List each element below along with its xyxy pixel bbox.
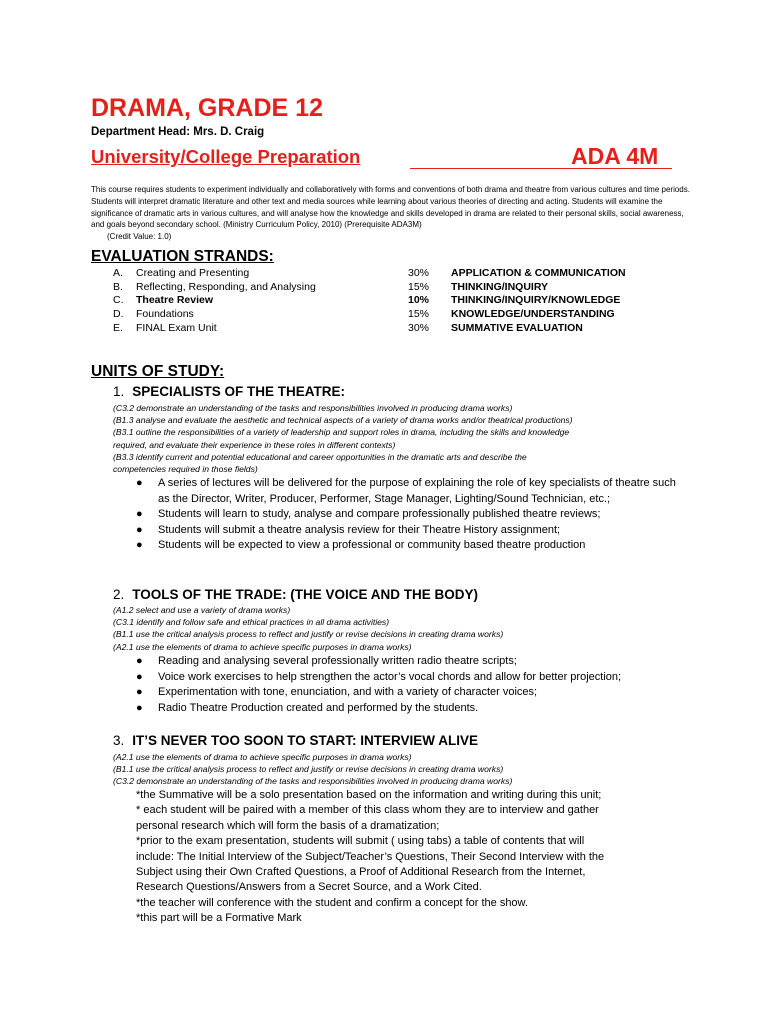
unit-1-heading [113, 384, 345, 399]
expectation: (C3.2 demonstrate an understanding of the tasks and responsibilities involved in producing drama works) [113, 403, 513, 413]
strand-percent: 10% [408, 294, 430, 307]
strand-name: Reflecting, Responding, and Analysing [136, 280, 316, 293]
detail-line: *the Summative will be a solo presentation based on the information and writing during this unit; [136, 789, 602, 801]
unit-title: SPECIALISTS OF THE THEATRE: [132, 384, 346, 399]
unit-1-bullets [136, 476, 676, 554]
unit-3-heading [113, 733, 478, 748]
strand-category: KNOWLEDGE/UNDERSTANDING [451, 308, 615, 321]
unit-3-expectations [113, 751, 512, 788]
strand-category: THINKING/INQUIRY/KNOWLEDGE [451, 294, 621, 307]
unit-1-expectations [113, 402, 573, 475]
page-title: DRAMA, GRADE 12 [91, 94, 323, 122]
department-head: Department Head: Mrs. D. Craig [91, 126, 265, 138]
strand-name: Foundations [136, 308, 194, 321]
list-item-text: Radio Theatre Production created and performed by the students. [158, 701, 479, 714]
expectation: competencies required in those fields) [113, 464, 258, 475]
strand-letter: D. [113, 308, 124, 321]
list-item-text: A series of lectures will be delivered for the purpose of explaining the role of key specialists of theatre such as the Director, Writer, Producer, Performer, Stage Manager, Lighting/Sound Technician, etc.; [158, 477, 676, 505]
expectation: (A2.1 use the elements of drama to achieve specific purposes in drama works) [113, 641, 412, 652]
strand-list [91, 267, 651, 335]
unit-2-expectations [113, 604, 503, 653]
units-heading: UNITS OF STUDY: [91, 363, 225, 380]
expectation: (B1.1 use the critical analysis process to reflect and justify or revise decisions in creating drama works) [113, 629, 504, 640]
list-item: ● Students will submit a theatre analysis review for their Theatre History assignment; [136, 523, 676, 539]
evaluation-heading: EVALUATION STRANDS: [91, 248, 274, 265]
list-item-text: Students will submit a theatre analysis review for their Theatre History assignment; [158, 523, 561, 536]
course-description [91, 184, 691, 243]
list-item-text: Students will be expected to view a professional or community based theatre production [158, 539, 586, 552]
unit-title: TOOLS OF THE TRADE: (THE VOICE AND THE BODY) [132, 587, 479, 602]
strand-letter: A. [113, 267, 123, 279]
expectation: (B3.1 outline the responsibilities of a variety of leadership and support roles in drama, including the skills and knowledge [113, 427, 570, 438]
strand-category: THINKING/INQUIRY [451, 280, 549, 293]
strand-row [91, 281, 651, 295]
strand-letter: C. [113, 294, 124, 307]
detail-line: * each student will be paired with a member of this class whom they are to interview and gather [136, 804, 599, 817]
description-text: This course requires students to experiment individually and collaboratively with forms and conventions of both drama and theatre from various cultures and time periods. Students will interpret dramatic literature and other text and media sources while learning about various theories of directing and acting. Students will examine the significance of dramatic arts in various cultures, and will analyse how the knowledge and skills developed in drama are related to their personal skills, social awareness, and goals beyond secondary school. (Ministry Curriculum Policy, 2010) (Prerequisite ADA3M) [91, 185, 690, 230]
strand-percent: 30% [408, 321, 430, 334]
list-item: ● A series of lectures will be delivered for the purpose of explaining the role of key specialists of theatre such as the Director, Writer, Producer, Performer, Stage Manager, Lighting/Sound Technician, etc.; [136, 476, 676, 507]
list-item: ● Experimentation with tone, enunciation, and with a variety of character voices; [136, 685, 621, 701]
strand-row [91, 308, 651, 322]
unit-number: 1. [113, 384, 125, 399]
detail-line: *this part will be a Formative Mark [136, 912, 302, 925]
list-item-text: Students will learn to study, analyse and compare professionally published theatre reviews; [158, 508, 601, 521]
expectation: (A2.1 use the elements of drama to achieve specific purposes in drama works) [113, 752, 412, 762]
expectation: (C3.2 demonstrate an understanding of the tasks and responsibilities involved in producing drama works) [113, 776, 513, 787]
strand-percent: 15% [408, 308, 430, 321]
list-item: ● Radio Theatre Production created and performed by the students. [136, 701, 621, 717]
expectation: (C3.1 identify and follow safe and ethical practices in all drama activities) [113, 617, 390, 628]
unit-3-details [136, 788, 604, 927]
detail-line: personal research which will form the basis of a dramatization; [136, 819, 440, 832]
detail-line: *prior to the exam presentation, students will submit ( using tabs) a table of contents that will [136, 835, 585, 848]
strand-row [91, 267, 651, 281]
strand-name: Creating and Presenting [136, 267, 250, 279]
strand-row [91, 294, 651, 308]
list-item-text: Experimentation with tone, enunciation, and with a variety of character voices; [158, 686, 538, 699]
unit-number: 3. [113, 733, 125, 748]
unit-title: IT’S NEVER TOO SOON TO START: INTERVIEW ALIVE [132, 733, 479, 748]
list-item: ● Reading and analysing several professionally written radio theatre scripts; [136, 654, 621, 670]
strand-category: APPLICATION & COMMUNICATION [451, 267, 626, 279]
list-item-text: Voice work exercises to help strengthen the actor’s vocal chords and allow for better projection; [158, 670, 622, 683]
detail-line: Subject using their Own Crafted Questions, a Proof of Additional Research from the Internet, [136, 866, 586, 879]
expectation: (B1.3 analyse and evaluate the aesthetic and technical aspects of a variety of drama works and/or theatrical productions) [113, 415, 573, 426]
strand-letter: B. [113, 280, 123, 293]
detail-line: *the teacher will conference with the student and confirm a concept for the show. [136, 896, 528, 909]
strand-category: SUMMATIVE EVALUATION [451, 321, 583, 334]
expectation: (A1.2 select and use a variety of drama works) [113, 605, 291, 615]
expectation: (B1.1 use the critical analysis process to reflect and justify or revise decisions in creating drama works) [113, 764, 504, 775]
expectation: (B3.3 identify current and potential educational and career opportunities in the dramatic arts and describe the [113, 451, 527, 462]
unit-2-bullets [136, 654, 621, 716]
strand-name: Theatre Review [136, 294, 214, 307]
expectation: required, and evaluate their experience in these roles in different contexts) [113, 439, 396, 450]
credit-value: (Credit Value: 1.0) [107, 232, 172, 242]
strand-row [91, 322, 651, 336]
detail-line: include: The Initial Interview of the Subject/Teacher’s Questions, Their Second Interview with the [136, 850, 605, 863]
strand-percent: 15% [408, 280, 430, 293]
unit-number: 2. [113, 587, 125, 602]
preparation-label: University/College Preparation [91, 146, 361, 167]
list-item: ● Students will learn to study, analyse and compare professionally published theatre reviews; [136, 507, 676, 523]
unit-2-heading [113, 587, 478, 602]
strand-percent: 30% [408, 267, 430, 279]
list-item-text: Reading and analysing several professionally written radio theatre scripts; [158, 655, 517, 667]
list-item: ● Voice work exercises to help strengthen the actor’s vocal chords and allow for better projection; [136, 670, 621, 686]
list-item: ● Students will be expected to view a professional or community based theatre production [136, 538, 676, 554]
strand-letter: E. [113, 321, 123, 334]
strand-name: FINAL Exam Unit [136, 321, 217, 334]
detail-line: Research Questions/Answers from a Secret Source, and a Work Cited. [136, 881, 482, 894]
course-code: ADA 4M [571, 143, 659, 169]
